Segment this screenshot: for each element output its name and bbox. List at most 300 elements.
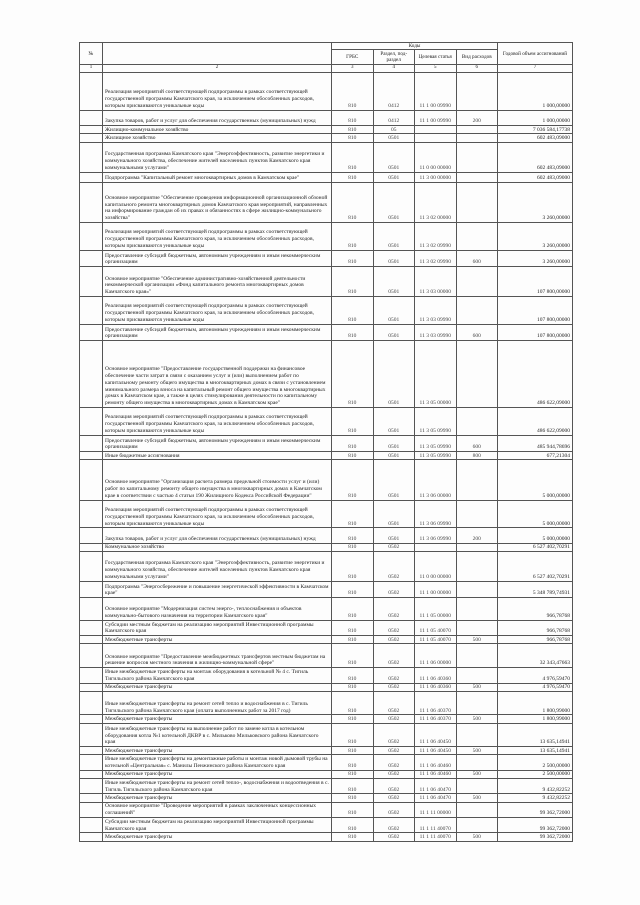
row-section: 0502 [373,747,415,755]
row-no [80,500,103,528]
row-amount: 9 432,82252 [498,794,573,802]
row-kind [456,543,498,551]
row-kind [456,142,498,172]
row-name: Реализация мероприятий соответствующей подпрограммы в рамках соответствующей государственной программы Камчатского края, за исключением обособленных расходов, которым присваиваются уникальные коды [103,500,332,528]
table-row [80,636,573,644]
row-section: 0502 [373,715,415,723]
row-kind [456,644,498,668]
row-amount: 99 362,72000 [498,818,573,833]
row-grbs: 810 [332,636,374,644]
row-grbs: 810 [332,126,374,134]
row-kind [456,296,498,324]
row-amount: 2 500,00000 [498,755,573,770]
row-name: Субсидии местным бюджетам на реализацию мероприятий Инвестиционной программы Камчатского края [103,620,332,635]
row-no [80,543,103,551]
row-kind [456,598,498,621]
header-col-name [103,43,332,65]
row-target: 11 1 05 40070 [415,636,457,644]
row-target: 11 3 06 00000 [415,460,457,500]
row-section: 0502 [373,770,415,778]
table-row [80,755,573,770]
row-grbs: 810 [332,435,374,451]
colnum: 5 [415,65,457,73]
row-no [80,341,103,408]
row-section: 0502 [373,755,415,770]
row-no [80,715,103,723]
row-amount: 5 348 789,74931 [498,581,573,597]
row-target: 11 3 05 09990 [415,452,457,460]
row-grbs: 810 [332,581,374,597]
row-no [80,460,103,500]
table-row [80,691,573,715]
row-name: Закупка товаров, работ и услуг для обеспечения государственных (муниципальных) нужд [103,110,332,125]
row-target: 11 1 05 40070 [415,620,457,635]
row-amount: 6 527 402,70291 [498,543,573,551]
row-no [80,779,103,794]
row-no [80,172,103,182]
row-amount: 966,78768 [498,598,573,621]
colnum: 7 [498,65,573,73]
row-grbs: 810 [332,267,374,297]
table-row [80,747,573,755]
row-kind [456,691,498,715]
row-grbs: 810 [332,182,374,222]
budget-table [79,42,573,842]
row-section: 0501 [373,435,415,451]
row-section: 0502 [373,691,415,715]
row-amount: 602 483,09000 [498,172,573,182]
row-no [80,296,103,324]
row-target: 11 3 05 09990 [415,435,457,451]
row-amount: 5 000,00000 [498,528,573,543]
row-name: Межбюджетные трансферты [103,683,332,691]
row-kind: 500 [456,636,498,644]
row-kind: 200 [456,110,498,125]
row-grbs: 810 [332,723,374,747]
row-grbs: 810 [332,543,374,551]
row-target: 11 1 00 09990 [415,72,457,110]
row-kind [456,460,498,500]
row-target: 11 3 02 09990 [415,222,457,250]
row-section: 0502 [373,668,415,683]
row-kind [456,182,498,222]
table-row [80,794,573,802]
row-grbs: 810 [332,683,374,691]
row-grbs: 810 [332,500,374,528]
row-name: Межбюджетные трансферты [103,833,332,841]
row-amount: 107 800,00000 [498,267,573,297]
row-section: 0502 [373,723,415,747]
row-no [80,222,103,250]
row-kind: 500 [456,747,498,755]
row-grbs: 810 [332,528,374,543]
row-no [80,324,103,340]
row-amount: 4 976,59470 [498,683,573,691]
row-no [80,620,103,635]
row-name: Основное мероприятие "Обеспечение проведения информационной организационной обзоной капитального ремонта многоквартирных домов Камчатского края мероприятий, направленных на информирование граждан об их правах и обязанностях в сфере жилищно-коммунального хозяйства" [103,182,332,222]
row-section: 0501 [373,324,415,340]
row-grbs: 810 [332,747,374,755]
row-no [80,668,103,683]
row-grbs: 810 [332,296,374,324]
row-no [80,755,103,770]
row-section: 0502 [373,683,415,691]
table-row [80,250,573,266]
row-section: 0502 [373,543,415,551]
header-col-section: Раздел, под-раздел [373,50,415,65]
row-no [80,691,103,715]
row-target: 11 3 05 09990 [415,408,457,436]
row-kind [456,818,498,833]
row-grbs: 810 [332,691,374,715]
row-target: 11 3 06 09990 [415,528,457,543]
row-amount: 5 000,00000 [498,460,573,500]
row-amount: 966,78768 [498,636,573,644]
row-target: 11 1 06 40450 [415,723,457,747]
row-grbs: 810 [332,452,374,460]
row-section: 0502 [373,598,415,621]
row-kind [456,668,498,683]
row-section: 0501 [373,500,415,528]
table-row [80,408,573,436]
row-grbs: 810 [332,802,374,817]
table-row [80,683,573,691]
row-grbs: 810 [332,460,374,500]
row-kind [456,581,498,597]
row-amount: 677,21304 [498,452,573,460]
row-section: 0501 [373,296,415,324]
row-amount: 6 527 402,70291 [498,551,573,581]
row-name: Субсидии местным бюджетам на реализацию мероприятий Инвестиционной программы Камчатского края [103,818,332,833]
row-no [80,110,103,125]
row-target: 11 3 06 09990 [415,500,457,528]
row-name: Реализация мероприятий соответствующей подпрограммы в рамках соответствующей государственной программы Камчатского края, за исключением обособленных расходов, которым присваиваются уникальные коды [103,222,332,250]
row-section: 0412 [373,110,415,125]
row-amount: 107 800,00000 [498,296,573,324]
row-name: Иные межбюджетные трансферты на выполнение работ по замене котла в котельном оборудования котла №1 котельной ДКВР в с. Мильково Мильковского района Камчатского края [103,723,332,747]
header-col-kind: Вид расходов [456,50,498,65]
row-target: 11 1 06 40450 [415,747,457,755]
table-row [80,581,573,597]
row-kind [456,802,498,817]
row-amount: 1 800,99000 [498,715,573,723]
row-name: Предоставление субсидий бюджетным, автономным учреждениям и иным некоммерческим организациям [103,435,332,451]
row-no [80,551,103,581]
row-name: Реализация мероприятий соответствующей подпрограммы в рамках соответствующей государственной программы Камчатского края, за исключением обособленных расходов, которым присваиваются уникальные коды [103,408,332,436]
row-no [80,818,103,833]
table-row [80,802,573,817]
colnum: 4 [373,65,415,73]
table-row [80,172,573,182]
table-row [80,460,573,500]
table-row [80,818,573,833]
row-grbs: 810 [332,172,374,182]
row-amount: 2 500,00000 [498,770,573,778]
header-col-amount: Годовой объем ассигнований [498,43,573,65]
row-kind [456,172,498,182]
row-kind [456,500,498,528]
row-name: Иные бюджетные ассигнования [103,452,332,460]
header-col-no: № [80,43,103,65]
row-grbs: 810 [332,142,374,172]
row-amount: 3 260,00000 [498,222,573,250]
row-section: 0501 [373,452,415,460]
row-name: Межбюджетные трансферты [103,636,332,644]
row-name: Основное мероприятие "Организация расчета размера предельной стоимости услуг и (или) работ по капитальному ремонту общего имущества в многоквартирных домах в Камчатском крае в соответствии с частью 4 статьи 190 Жилищного Кодекса Российской Федерации" [103,460,332,500]
row-target: 11 1 06 40460 [415,770,457,778]
row-kind [456,551,498,581]
row-amount: 602 483,09000 [498,142,573,172]
row-target: 11 1 06 40370 [415,691,457,715]
row-name: Предоставление субсидий бюджетным, автономным учреждениям и иным некоммерческим организациям [103,324,332,340]
row-target: 11 3 02 09990 [415,250,457,266]
row-kind [456,134,498,142]
row-section: 0502 [373,794,415,802]
table-row [80,126,573,134]
row-target: 11 1 06 40370 [415,715,457,723]
row-target: 11 3 03 09990 [415,324,457,340]
table-row [80,528,573,543]
row-name: Основное мероприятие "Предоставление государственной поддержки на финансовое обеспечение части затрат в связи с оказанием услуг и (или) выполнением работ по капитальному ремонту общего имущества в многоквартирных домах в связи с установлением минимального размера взноса на капитальный ремонт общего имущества в многоквартирных домах в Камчатском крае, а также в целях стимулирования деятельности по капитальному ремонту общего имущества в многоквартирных домах в Камчатском крае" [103,341,332,408]
table-row [80,296,573,324]
row-section: 0501 [373,134,415,142]
row-name: Межбюджетные трансферты [103,715,332,723]
row-amount: 1 000,00000 [498,110,573,125]
row-name: Основное мероприятие "Предоставление межбюджетных трансфертов местным бюджетам на решение вопросов местного значения в жилищно-коммунальной сфере" [103,644,332,668]
row-target: 11 1 00 00000 [415,581,457,597]
row-name: Основное мероприятие "Обеспечение административно-хозяйственной деятельности некоммерческой организации «Фонд капитального ремонта многоквартирных домов Камчатского края»" [103,267,332,297]
row-section: 0501 [373,408,415,436]
row-no [80,794,103,802]
row-grbs: 810 [332,134,374,142]
row-grbs: 810 [332,779,374,794]
row-amount: 32 343,47663 [498,644,573,668]
row-name: Коммунальное хозяйство [103,543,332,551]
row-no [80,802,103,817]
row-section: 0501 [373,267,415,297]
row-grbs: 810 [332,341,374,408]
row-section: 0501 [373,142,415,172]
table-row [80,833,573,841]
row-target: 11 0 00 00000 [415,142,457,172]
row-grbs: 810 [332,222,374,250]
row-no [80,683,103,691]
row-name: Реализация мероприятий соответствующей подпрограммы в рамках соответствующей государственной программы Камчатского края, за исключением обособленных расходов, которым присваиваются уникальные коды [103,296,332,324]
row-grbs: 810 [332,620,374,635]
row-kind: 800 [456,452,498,460]
row-amount: 966,78768 [498,620,573,635]
row-no [80,142,103,172]
table-row [80,452,573,460]
table-row [80,110,573,125]
row-amount: 13 635,14941 [498,747,573,755]
row-name: Государственная программа Камчатского края "Энергоэффективность, развитие энергетики и коммунального хозяйства, обеспечение жителей населенных пунктов Камчатского края коммунальными услугами" [103,551,332,581]
row-kind [456,620,498,635]
row-no [80,636,103,644]
table-row [80,779,573,794]
row-amount: 3 260,00000 [498,182,573,222]
row-target: 11 3 03 09990 [415,296,457,324]
row-target: 11 1 06 40460 [415,755,457,770]
row-grbs: 810 [332,818,374,833]
row-section: 0501 [373,528,415,543]
row-amount: 602 483,09000 [498,134,573,142]
row-name: Межбюджетные трансферты [103,770,332,778]
row-kind: 500 [456,683,498,691]
row-name: Межбюджетные трансферты [103,794,332,802]
table-row [80,435,573,451]
row-kind: 600 [456,324,498,340]
row-section: 05 [373,126,415,134]
row-no [80,72,103,110]
row-name: Государственная программа Камчатского края "Энергоэффективность, развитие энергетики и коммунального хозяйства, обеспечение жителей населенных пунктов Камчатского края коммунальными услугами" [103,142,332,172]
row-target: 11 1 00 09990 [415,110,457,125]
header-row-top [80,43,573,50]
row-target [415,134,457,142]
row-section: 0501 [373,172,415,182]
row-no [80,598,103,621]
row-name: Подпрограмма "Капитальный ремонт многоквартирных домов в Камчатском крае" [103,172,332,182]
row-section: 0412 [373,72,415,110]
row-kind [456,408,498,436]
row-name: Иные межбюджетные трансферты на демонтажные работы и монтаж новой дымовой трубы на котельной «Центральная» с. Манилы Пенжинского района Камчатского края [103,755,332,770]
row-amount: 13 635,14941 [498,723,573,747]
row-section: 0501 [373,250,415,266]
row-target: 11 0 00 00000 [415,551,457,581]
row-section: 0502 [373,551,415,581]
row-section: 0502 [373,833,415,841]
table-row [80,182,573,222]
row-name: Иные межбюджетные трансферты на ремонт сетей тепло-, водоснабжения и водоотведения в с. Тигиль Тигильского района Камчатского края [103,779,332,794]
row-name: Основное мероприятие "Модернизация систем энерго-, теплоснабжения и объектов коммунально-бытового назначения на территории Камчатского края" [103,598,332,621]
row-name: Жилищное хозяйство [103,134,332,142]
row-no [80,250,103,266]
row-grbs: 810 [332,598,374,621]
row-kind: 500 [456,833,498,841]
header-col-grbs: ГРБС [332,50,374,65]
row-kind [456,72,498,110]
colnum: 1 [80,65,103,73]
row-section: 0502 [373,802,415,817]
row-section: 0501 [373,222,415,250]
row-grbs: 810 [332,755,374,770]
row-target: 11 1 11 40070 [415,833,457,841]
table-row [80,324,573,340]
row-target: 11 3 00 00000 [415,172,457,182]
header-codes-group: Коды [332,43,498,50]
row-no [80,723,103,747]
row-amount: 107 800,00000 [498,324,573,340]
table-row [80,668,573,683]
row-kind [456,341,498,408]
row-no [80,182,103,222]
row-amount: 1 800,99000 [498,691,573,715]
table-body [80,72,573,841]
colnum: 6 [456,65,498,73]
colnum: 2 [103,65,332,73]
row-section: 0501 [373,182,415,222]
row-name: Жилищно-коммунальное хозяйство [103,126,332,134]
table-row [80,543,573,551]
row-kind [456,755,498,770]
row-target: 11 3 03 00000 [415,267,457,297]
row-kind [456,779,498,794]
row-target: 11 3 05 00000 [415,341,457,408]
row-section: 0501 [373,341,415,408]
row-kind [456,267,498,297]
row-target: 11 3 02 00000 [415,182,457,222]
table-row [80,500,573,528]
row-name: Иные межбюджетные трансферты на ремонт сетей тепло и водоснабжения в с. Тигиль Тигильского района Камчатского края (оплата выполненных работ за 2017 год) [103,691,332,715]
row-target: 11 1 06 40360 [415,683,457,691]
row-grbs: 810 [332,250,374,266]
row-grbs: 810 [332,794,374,802]
row-grbs: 810 [332,668,374,683]
row-target [415,543,457,551]
row-amount: 485 944,78696 [498,435,573,451]
row-kind: 500 [456,794,498,802]
column-number-row [80,65,573,73]
row-no [80,747,103,755]
row-kind: 600 [456,250,498,266]
row-amount: 7 036 584,17738 [498,126,573,134]
row-grbs: 810 [332,324,374,340]
row-section: 0502 [373,636,415,644]
table-row [80,72,573,110]
row-amount: 4 976,59470 [498,668,573,683]
row-target: 11 1 06 00000 [415,644,457,668]
header-col-target: Целевая статья [415,50,457,65]
row-no [80,833,103,841]
row-target: 11 1 05 00000 [415,598,457,621]
table-row [80,715,573,723]
table-row [80,598,573,621]
table-row [80,134,573,142]
row-amount: 486 622,09000 [498,341,573,408]
row-name: Межбюджетные трансферты [103,747,332,755]
row-amount: 486 622,09000 [498,408,573,436]
table-row [80,723,573,747]
row-amount: 99 362,72000 [498,802,573,817]
row-kind: 500 [456,715,498,723]
table-row [80,770,573,778]
table-row [80,267,573,297]
table-row [80,644,573,668]
row-name: Предоставление субсидий бюджетным, автономным учреждениям и иным некоммерческим организациям [103,250,332,266]
colnum: 3 [332,65,374,73]
row-kind: 600 [456,435,498,451]
row-kind [456,126,498,134]
row-name: Основное мероприятие "Проведение мероприятий в рамках заключенных концессионных соглашений" [103,802,332,817]
row-amount: 9 432,82252 [498,779,573,794]
row-target [415,126,457,134]
row-target: 11 1 06 40360 [415,668,457,683]
row-grbs: 810 [332,72,374,110]
row-grbs: 810 [332,770,374,778]
row-no [80,408,103,436]
row-no [80,581,103,597]
row-no [80,528,103,543]
row-no [80,770,103,778]
row-section: 0502 [373,620,415,635]
row-target: 11 1 06 40470 [415,779,457,794]
row-section: 0502 [373,779,415,794]
row-kind: 500 [456,770,498,778]
row-target: 11 1 11 00000 [415,802,457,817]
row-kind: 200 [456,528,498,543]
row-grbs: 810 [332,551,374,581]
table-row [80,620,573,635]
